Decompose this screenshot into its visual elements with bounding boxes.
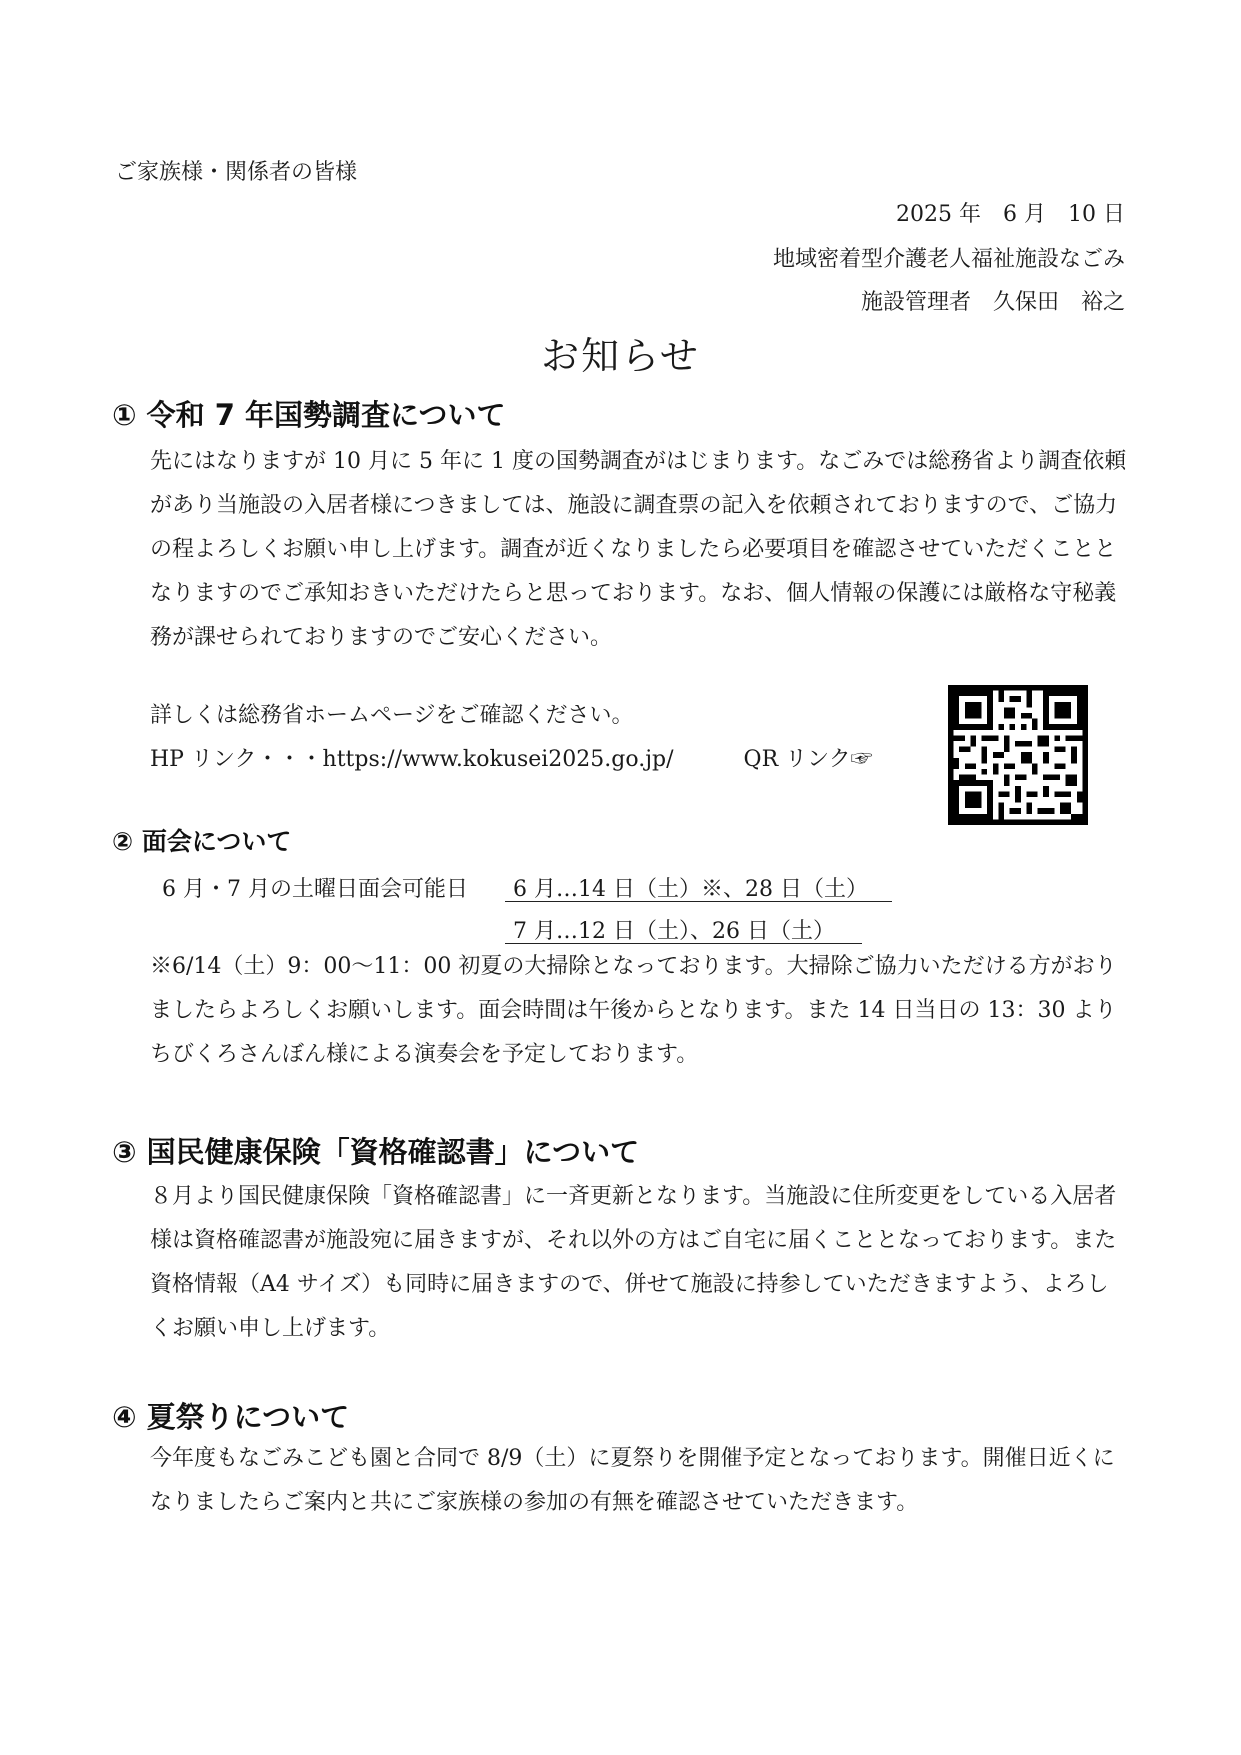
issue-date: 2025 年 6 月 10 日 [896,202,1125,227]
visit-dates-june: 6 月…14 日（土）※、28 日（土） [513,877,868,902]
addressee: ご家族様・関係者の皆様 [115,160,358,185]
notice-title: お知らせ [541,334,700,378]
section-census-heading: ① 令和 7 年国勢調査について [112,398,506,432]
visit-days-label: 6 月・7 月の土曜日面会可能日 [162,877,468,902]
june-dates-underline [505,901,892,902]
july-dates-underline [505,943,862,944]
section-insurance-heading: ③ 国民健康保険「資格確認書」について [112,1135,640,1169]
section-insurance-body: ８月より国民健康保険「資格確認書」に一斉更新となります。当施設に住所変更をしている入居者様は資格確認書が施設宛に届きますが、それ以外の方はご自宅に届くこととなっております。また資格情報（A4 サイズ）も同時に届きますので、併せて施設に持参していただきますよう、よろしくお願い申し上げます。 [150,1184,1117,1341]
organization-name: 地域密着型介護老人福祉施設なごみ [772,247,1125,272]
census-details-text: 詳しくは総務省ホームページをご確認ください。 [150,703,634,728]
facility-manager: 施設管理者 久保田 裕之 [860,290,1125,315]
section-visit-heading: ② 面会について [112,827,292,856]
section-census-body: 先にはなりますが 10 月に 5 年に 1 度の国勢調査がはじまります。なごみでは総務省より調査依頼があり当施設の入居者様につきましては、施設に調査票の記入を依頼されておりますので、ご協力の程よろしくお願い申し上げます。調査が近くなりましたら必要項目を確認させていただくこととなりますのでご承知おきいただけたらと思っております。なお、個人情報の保護には厳格な守秘義務が課せられておりますのでご安心ください。 [150,449,1127,650]
visit-dates-july: 7 月…12 日（土）、26 日（土） [513,919,835,944]
census-links-line [150,738,873,782]
section-festival-heading: ④ 夏祭りについて [112,1400,350,1434]
hp-link[interactable]: HP リンク・・・https://www.kokusei2025.go.jp/ [150,747,674,772]
section-visit-note: ※6/14（土）9：00〜11：00 初夏の大掃除となっております。大掃除ご協力いただける方がおりましたらよろしくお願いします。面会時間は午後からとなります。また 14 日当日の 13：30 よりちびくろさんぼん様による演奏会を予定しております。 [150,954,1117,1067]
section-festival-body: 今年度もなごみこども園と合同で 8/9（土）に夏祭りを開催予定となっております。開催日近くになりましたらご案内と共にご家族様の参加の有無を確認させていただきます。 [150,1446,1115,1515]
qr-link-label: QR リンク☞ [743,747,873,772]
qr-code-icon[interactable] [948,685,1088,825]
